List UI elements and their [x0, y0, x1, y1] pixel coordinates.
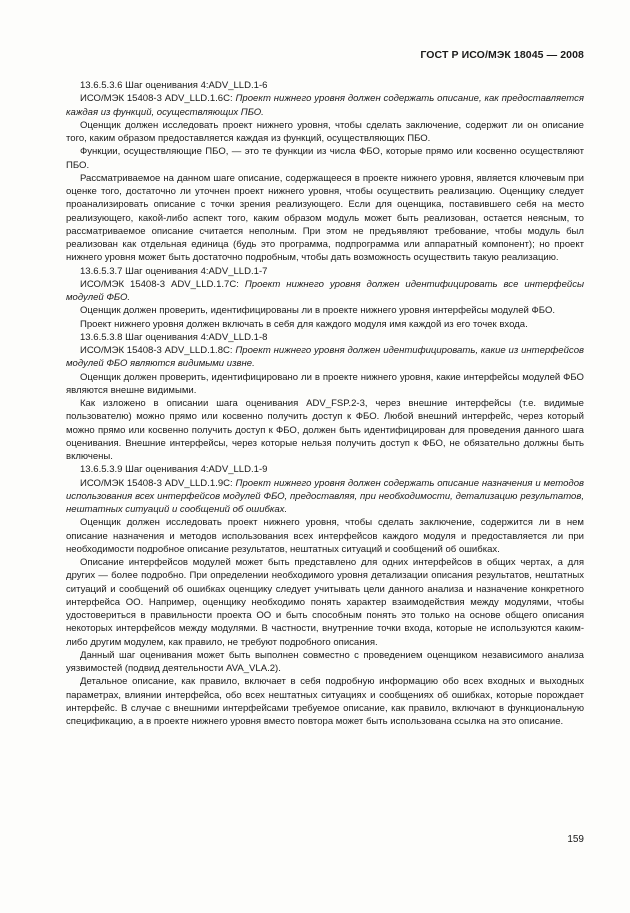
- page-number: 159: [567, 834, 584, 845]
- requirement-paragraph: [66, 278, 584, 305]
- requirement-ref: ИСО/МЭК 15408-3 ADV_LLD.1.8С:: [80, 345, 236, 356]
- section-heading: 13.6.5.3.9 Шаг оценивания 4:ADV_LLD.1-9: [80, 464, 268, 476]
- document-body: [66, 79, 584, 728]
- requirement-paragraph: [66, 92, 584, 119]
- requirement-text: Проект нижнего уровня должен содержать описание назначения и методов использования всех интерфейсов модулей ФБО, предоставляя, при необходимости, детализацию результатов, нештатных ситуаций и сообщений об ошибках.: [66, 477, 585, 515]
- requirement-paragraph: [66, 477, 584, 517]
- requirement-text: Проект нижнего уровня должен идентифицировать все интерфейсы модулей ФБО.: [66, 278, 585, 303]
- requirement-text: Проект нижнего уровня должен идентифицировать, какие из интерфейсов модулей ФБО являются видимыми извне.: [66, 345, 584, 370]
- body-paragraph: Функции, осуществляющие ПБО, — это те функции из числа ФБО, которые прямо или косвенно осуществляют ПБО.: [66, 146, 584, 171]
- body-paragraph: Оценщик должен проверить, идентифицированы ли в проекте нижнего уровня интерфейсы модулей ФБО.: [80, 305, 556, 317]
- requirement-ref: ИСО/МЭК 15408-3 ADV_LLD.1.9С:: [80, 477, 236, 489]
- requirement-ref: ИСО/МЭК 15408-3 ADV_LLD.1.7С:: [80, 278, 245, 290]
- standard-header: ГОСТ Р ИСО/МЭК 18045 — 2008: [420, 49, 584, 61]
- section-heading: 13.6.5.3.6 Шаг оценивания 4:ADV_LLD.1-6: [80, 80, 268, 91]
- requirement-paragraph: [66, 344, 584, 371]
- body-paragraph: Данный шаг оценивания может быть выполнен совместно с проведением оценщиком независимого анализа уязвимостей (подвид деятельности AVA_VLA.2).: [66, 649, 584, 674]
- body-paragraph: Описание интерфейсов модулей может быть представлено для одних интерфейсов в общих чертах, а для других — более подробно. При определении необходимого уровня детализации описания результатов, нештатных ситуаций и сообщений об ошибках оценщику следует учитывать цели данного анализа и назначение конкретного интерфейса ОО. Например, оценщику необходимо понять характер взаимодействия между модулями, чтобы удостовериться в правильности проекта ОО и быть способным понять это только на основе общего описания некоторых интерфейсов между модулями. В частности, внутренние точки входа, которые не используются каким-либо другим модулем, как правило, не требуют подробного описания.: [66, 557, 584, 648]
- body-paragraph: Оценщик должен проверить, идентифицировано ли в проекте нижнего уровня, какие интерфейсы модулей ФБО являются внешне видимыми.: [66, 371, 584, 396]
- body-paragraph: Как изложено в описании шага оценивания ADV_FSP.2-3, через внешние интерфейсы (т.е. видимые пользователю) можно прямо или косвенно получить доступ к ФБО. Любой внешний интерфейс, через который можно прямо или косвенно получить доступ к ФБО, должен быть идентифицирован для проведения данного шага оценивания. Внешние интерфейсы, через которые нельзя получить доступ к ФБО, не обязательно должны быть включены.: [66, 398, 584, 462]
- body-paragraph: Рассматриваемое на данном шаге описание, содержащееся в проекте нижнего уровня, является ключевым при оценке того, достаточно ли уточнен проект нижнего уровня, чтобы осуществить реализацию. Оценщику следует проанализировать описание с точки зрения реализующего. Если для оценщика, поставившего себя на место реализующего, какой-либо аспект того, каким образом модуль может быть реализован, остается неясным, то рассматриваемое описание считается неполным. При этом не предъявляют требование, чтобы модуль был реализован как отдельная единица (будь это программа, подпрограмма или аппаратный компонент); но проект нижнего уровня может быть достаточно подробным, чтобы дать возможность осуществить такую реализацию.: [66, 172, 584, 264]
- body-paragraph: Оценщик должен исследовать проект нижнего уровня, чтобы сделать заключение, содержит ли он описание того, каким образом предоставляется каждая из функций, осуществляющих ПБО.: [66, 119, 584, 144]
- body-paragraph: Проект нижнего уровня должен включать в себя для каждого модуля имя каждой из его точек входа.: [80, 318, 528, 330]
- requirement-text: Проект нижнего уровня должен содержать описание, как предоставляется каждая из функций, осуществляющих ПБО.: [66, 93, 584, 118]
- body-paragraph: Детальное описание, как правило, включает в себя подробную информацию обо всех входных и выходных параметрах, влиянии интерфейса, обо всех нештатных ситуациях и сообщениях об ошибках, которые порождает интерфейс. В случае с внешними интерфейсами требуемое описание, как правило, включают в функциональную спецификацию, а в проекте нижнего уровня вместо повтора может быть использована ссылка на это описание.: [66, 676, 584, 727]
- section-heading: 13.6.5.3.7 Шаг оценивания 4:ADV_LLD.1-7: [80, 265, 268, 277]
- body-paragraph: Оценщик должен исследовать проект нижнего уровня, чтобы сделать заключение, содержится ли в нем описание назначения и методов использования всех интерфейсов каждого модуля и предоставляется ли при необходимости подробное описание результатов, нештатных ситуаций и сообщений об ошибках.: [66, 517, 584, 555]
- section-heading: 13.6.5.3.8 Шаг оценивания 4:ADV_LLD.1-8: [80, 331, 268, 343]
- requirement-ref: ИСО/МЭК 15408-3 ADV_LLD.1.6С:: [80, 93, 236, 105]
